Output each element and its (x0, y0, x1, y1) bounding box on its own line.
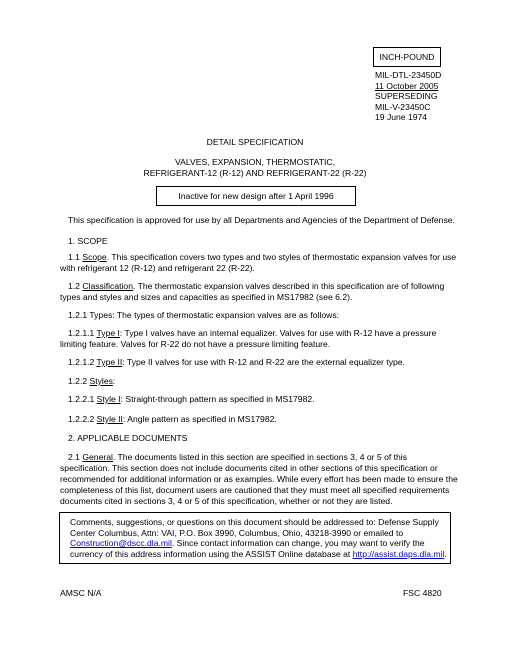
scope-heading: 1. SCOPE (68, 236, 108, 246)
spec-type-title: DETAIL SPECIFICATION (206, 137, 304, 147)
applicable-documents-heading: 2. APPLICABLE DOCUMENTS (68, 433, 188, 443)
paragraph-1-2-1-1 (60, 328, 450, 350)
inch-pound-label: INCH-POUND (379, 52, 435, 62)
inch-pound-box (373, 47, 441, 67)
para-text: with refrigerant 12 (R-12) and refrigerant 22 (R-22). (60, 263, 255, 273)
para-text: documents cited in sections 3, 4 or 5 of this specification, whether or not they are listed. (60, 496, 393, 506)
para-text: : Straight-through pattern as specified in MS17982. (120, 394, 315, 404)
approval-statement: This specification is approved for use by all Departments and Agencies of the Department of Defense. (68, 215, 455, 225)
para-number: 2.1 (68, 452, 83, 462)
para-text: : (112, 376, 116, 386)
title-line-2: REFRIGERANT-12 (R-12) AND REFRIGERANT-22 (R-22) (143, 168, 367, 178)
para-text: . The documents listed in this section are specified in sections 3, 4 or 5 of this (112, 452, 408, 462)
assist-link[interactable]: http://assist.daps.dla.mil (352, 548, 445, 559)
para-text: completeness of this list, document users are cautioned that they must meet all specified requirements (60, 485, 450, 495)
para-text: : Type I valves have an internal equalizer. Valves for use with R-12 have a pressure (119, 328, 437, 338)
doc-number: MIL-DTL-23450D (375, 70, 442, 80)
old-doc-date: 19 June 1974 (375, 112, 428, 123)
para-text: : Angle pattern as specified in MS17982. (122, 414, 277, 424)
para-title: Style II (96, 414, 123, 424)
para-text: recommended for additional information or as examples. While every effort has been made to ensure the (60, 474, 458, 484)
para-number: 1.2 (68, 281, 83, 291)
comments-line: . Since contact information can change, you may want to verify the (171, 538, 425, 549)
para-number: 1.2.2.2 (68, 414, 97, 424)
paragraph-1-2-2-2 (68, 414, 277, 424)
para-title: Type II (96, 357, 123, 367)
footer-fsc: FSC 4820 (403, 588, 442, 598)
paragraph-1-2 (60, 281, 450, 303)
paragraph-1-2-1: 1.2.1 Types: The types of thermostatic expansion valves are as follows: (68, 310, 340, 320)
para-title: Style I (96, 394, 121, 404)
para-number: 1.1 (68, 252, 83, 262)
para-number: 1.2.1.2 (68, 357, 97, 367)
para-text: : Type II valves for use with R-12 and R-22 are the external equalizer type. (122, 357, 405, 367)
inactive-notice-box (156, 186, 356, 206)
comments-box (59, 512, 451, 564)
para-title: General (82, 452, 113, 462)
comments-line: Center Columbus, Attn: VAI, P.O. Box 3990, Columbus, Ohio, 43218-3990 or emailed to (70, 527, 404, 538)
old-doc-number: MIL-V-23450C (375, 101, 431, 112)
para-title: Scope (82, 252, 107, 262)
footer-amsc: AMSC N/A (60, 588, 102, 598)
email-link[interactable]: Construction@dscc.dla.mil (70, 538, 172, 549)
title-line-1: VALVES, EXPANSION, THERMOSTATIC, (175, 157, 335, 167)
paragraph-1-2-1-2 (68, 357, 405, 367)
comments-line: currency of this address information using the ASSIST Online database at (70, 548, 353, 559)
para-text: limiting feature. Valves for R-22 do not have a pressure limiting feature. (60, 339, 331, 349)
para-text: . The thermostatic expansion valves described in this specification are of following (132, 281, 445, 291)
doc-date: 11 October 2005 (375, 80, 439, 91)
inactive-notice: Inactive for new design after 1 April 1996 (178, 191, 334, 201)
para-title: Styles (89, 376, 113, 386)
para-number: 1.2.1.1 (68, 328, 97, 338)
superseding-label: SUPERSEDING (375, 91, 438, 102)
document-id-block (375, 70, 441, 123)
comments-line: . (444, 548, 447, 559)
paragraph-1-2-2 (68, 376, 115, 386)
comments-text (70, 517, 446, 559)
para-text: . This specification covers two types and two styles of thermostatic expansion valves for use (106, 252, 457, 262)
para-text: specification. This section does not include documents cited in other sections of this specification or (60, 463, 438, 473)
para-text: types and styles and sizes and capacities as specified in MS17982 (see 6.2). (60, 292, 353, 302)
paragraph-2-1 (60, 452, 458, 507)
paragraph-1-2-2-1 (68, 394, 315, 404)
para-title: Type I (96, 328, 120, 338)
para-number: 1.2.2.1 (68, 394, 97, 404)
paragraph-1-1 (60, 252, 457, 274)
para-number: 1.2.2 (68, 376, 90, 386)
para-title: Classification (82, 281, 133, 291)
comments-line: Comments, suggestions, or questions on this document should be addressed to: Defense Supply (70, 517, 439, 527)
